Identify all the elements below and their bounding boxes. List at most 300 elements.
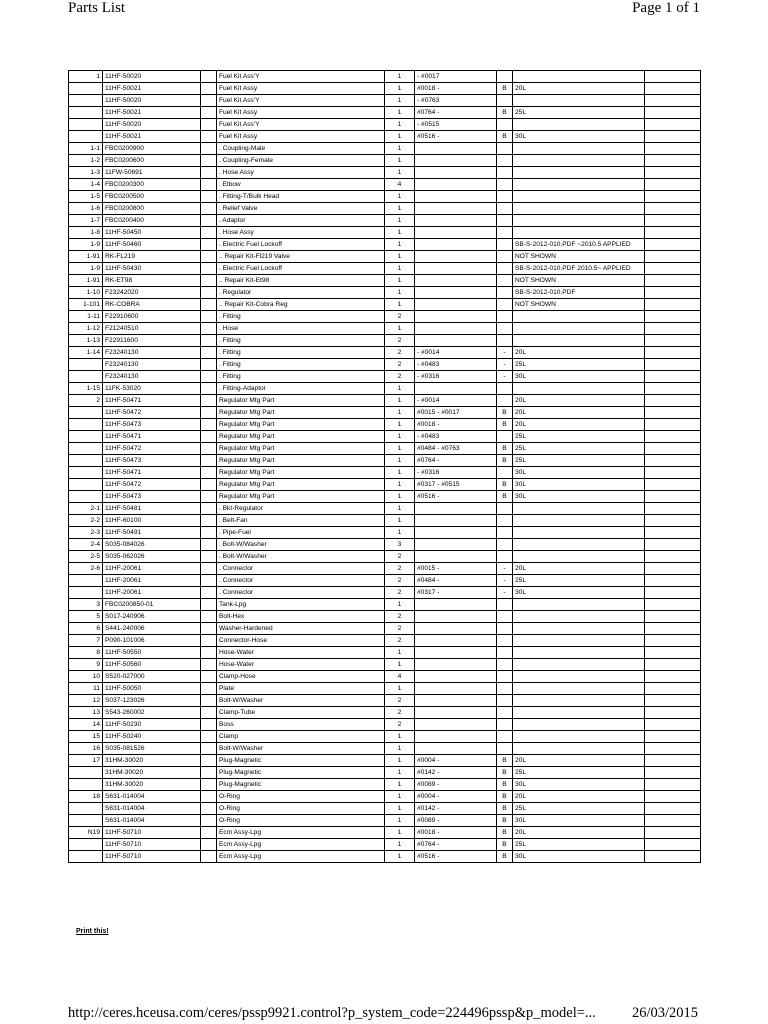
table-cell (497, 599, 513, 611)
table-cell (513, 635, 645, 647)
table-cell (201, 743, 217, 755)
table-cell: 2 (385, 335, 415, 347)
table-cell (513, 683, 645, 695)
table-cell: B (497, 803, 513, 815)
table-cell (513, 671, 645, 683)
table-cell: 1 (385, 263, 415, 275)
table-cell: SB-S-2012-010.PDF (513, 287, 645, 299)
table-cell: 2 (385, 719, 415, 731)
table-cell (497, 515, 513, 527)
table-cell (201, 179, 217, 191)
table-cell: #0764 - (415, 839, 497, 851)
table-cell (645, 851, 701, 863)
table-cell (645, 503, 701, 515)
table-cell (497, 251, 513, 263)
table-row (69, 767, 701, 779)
table-cell (645, 251, 701, 263)
table-cell (497, 431, 513, 443)
table-row (69, 851, 701, 863)
table-cell: 11HF-20061 (103, 575, 201, 587)
table-cell (645, 587, 701, 599)
table-cell: FBC0200600 (103, 155, 201, 167)
table-cell (645, 143, 701, 155)
table-cell (201, 659, 217, 671)
table-cell (201, 215, 217, 227)
table-cell (415, 707, 497, 719)
table-cell (513, 743, 645, 755)
table-cell (497, 263, 513, 275)
table-cell (645, 167, 701, 179)
table-cell (69, 119, 103, 131)
table-cell: 1 (385, 431, 415, 443)
table-cell: - #0014 (415, 347, 497, 359)
table-cell: F22910600 (103, 311, 201, 323)
table-cell: 11HF-50021 (103, 131, 201, 143)
table-cell (497, 215, 513, 227)
table-cell: 11HF-50021 (103, 107, 201, 119)
table-cell: 11HF-50240 (103, 731, 201, 743)
table-row (69, 551, 701, 563)
table-cell (415, 611, 497, 623)
table-cell: B (497, 755, 513, 767)
table-cell (69, 491, 103, 503)
table-cell: 25L (513, 443, 645, 455)
table-cell (201, 227, 217, 239)
table-cell: 1 (385, 251, 415, 263)
table-cell (497, 623, 513, 635)
table-cell: 6 (69, 623, 103, 635)
table-cell: 11HF-50471 (103, 395, 201, 407)
table-cell: Regulator Mtg Part (217, 491, 385, 503)
table-cell (497, 143, 513, 155)
table-cell (201, 851, 217, 863)
table-cell: B (497, 491, 513, 503)
table-cell (513, 155, 645, 167)
print-link[interactable]: Print this! (76, 928, 109, 935)
table-cell: #0142 - (415, 803, 497, 815)
table-cell (645, 179, 701, 191)
table-cell (645, 563, 701, 575)
table-cell: 1-1 (69, 143, 103, 155)
table-cell: 11HF-20061 (103, 587, 201, 599)
table-cell: 11HF-20061 (103, 563, 201, 575)
table-cell (645, 695, 701, 707)
table-cell: 1 (385, 275, 415, 287)
table-cell (415, 239, 497, 251)
table-cell (415, 155, 497, 167)
table-cell: 1-9 (69, 239, 103, 251)
table-cell: 1-11 (69, 311, 103, 323)
table-cell: 1 (385, 395, 415, 407)
table-cell: Clamp-Tube (217, 707, 385, 719)
table-cell: 1-2 (69, 155, 103, 167)
table-cell: 11HF-50471 (103, 467, 201, 479)
table-row (69, 83, 701, 95)
table-cell: 2 (385, 575, 415, 587)
table-cell (645, 539, 701, 551)
table-row (69, 503, 701, 515)
table-cell: 1 (385, 323, 415, 335)
table-cell (201, 407, 217, 419)
table-row (69, 155, 701, 167)
table-cell (645, 107, 701, 119)
page-number: Page 1 of 1 (632, 0, 700, 16)
table-row (69, 167, 701, 179)
table-cell (645, 671, 701, 683)
table-cell: 11HF-50471 (103, 431, 201, 443)
table-cell: . Bolt-W/Washer (217, 551, 385, 563)
table-cell (497, 695, 513, 707)
table-cell (497, 467, 513, 479)
table-row (69, 227, 701, 239)
table-cell: . Pipe-Fuel (217, 527, 385, 539)
table-row (69, 803, 701, 815)
table-cell: 20L (513, 419, 645, 431)
table-cell (201, 191, 217, 203)
table-cell (513, 203, 645, 215)
table-cell (497, 527, 513, 539)
table-cell: S035-084026 (103, 539, 201, 551)
table-cell (201, 611, 217, 623)
table-cell: 2-2 (69, 515, 103, 527)
table-cell: B (497, 827, 513, 839)
table-cell: 1-5 (69, 191, 103, 203)
table-row (69, 815, 701, 827)
table-row (69, 107, 701, 119)
table-cell (645, 635, 701, 647)
table-cell: 31HM-30020 (103, 755, 201, 767)
table-cell (645, 155, 701, 167)
table-cell: 2-3 (69, 527, 103, 539)
table-row (69, 683, 701, 695)
table-cell (497, 647, 513, 659)
table-cell: 25L (513, 431, 645, 443)
table-cell (415, 191, 497, 203)
table-cell: 30L (513, 587, 645, 599)
table-cell: #0516 - (415, 131, 497, 143)
table-cell: 1-15 (69, 383, 103, 395)
table-row (69, 635, 701, 647)
table-cell: 1 (385, 83, 415, 95)
table-cell (497, 683, 513, 695)
table-cell (201, 431, 217, 443)
table-row (69, 131, 701, 143)
table-cell: O-Ring (217, 791, 385, 803)
table-cell: S037-123026 (103, 695, 201, 707)
table-cell (645, 791, 701, 803)
table-cell: RK-FL219 (103, 251, 201, 263)
table-row (69, 479, 701, 491)
table-cell (415, 167, 497, 179)
table-cell: 4 (385, 671, 415, 683)
table-cell (645, 371, 701, 383)
table-cell: Tank-Lpg (217, 599, 385, 611)
table-cell (201, 839, 217, 851)
table-row (69, 215, 701, 227)
table-cell: S631-014004 (103, 815, 201, 827)
table-cell (201, 803, 217, 815)
table-cell: B (497, 443, 513, 455)
table-cell: NOT SHOWN (513, 251, 645, 263)
table-cell: 2 (385, 371, 415, 383)
table-cell (513, 191, 645, 203)
table-cell (645, 287, 701, 299)
table-cell: 1 (385, 767, 415, 779)
table-cell: 1 (385, 95, 415, 107)
table-cell: . Fitting-T/Bulk Head (217, 191, 385, 203)
table-cell (513, 539, 645, 551)
table-cell (497, 299, 513, 311)
table-cell (201, 71, 217, 83)
table-cell: 2 (385, 611, 415, 623)
table-cell (645, 743, 701, 755)
table-cell (201, 419, 217, 431)
table-cell (69, 575, 103, 587)
table-cell (513, 95, 645, 107)
table-cell (645, 731, 701, 743)
table-cell: 8 (69, 647, 103, 659)
table-cell (513, 515, 645, 527)
table-cell: Fuel Kit Ass'Y (217, 119, 385, 131)
table-cell: 1-91 (69, 251, 103, 263)
table-cell: . Fitting (217, 311, 385, 323)
table-cell: - #0316 (415, 371, 497, 383)
table-cell: Bolt-W/Washer (217, 743, 385, 755)
table-cell: . Regulator (217, 287, 385, 299)
table-cell (201, 311, 217, 323)
table-cell: 11HF-50550 (103, 647, 201, 659)
table-cell (645, 407, 701, 419)
table-cell: . Electric Fuel Lockoff (217, 263, 385, 275)
table-cell (69, 407, 103, 419)
table-cell: NOT SHOWN (513, 275, 645, 287)
table-cell (415, 515, 497, 527)
table-cell (645, 707, 701, 719)
table-cell: . Bolt-W/Washer (217, 539, 385, 551)
footer-date: 26/03/2015 (631, 1005, 698, 1021)
table-row (69, 791, 701, 803)
table-cell (415, 647, 497, 659)
table-row (69, 71, 701, 83)
table-cell: 11HF-50020 (103, 95, 201, 107)
table-cell: 1 (385, 683, 415, 695)
table-cell (645, 455, 701, 467)
table-cell (415, 251, 497, 263)
table-row (69, 287, 701, 299)
table-cell: .. Repair Kit-Fl219 Valve (217, 251, 385, 263)
table-cell: Plug-Magnetic (217, 779, 385, 791)
table-cell: 2-5 (69, 551, 103, 563)
table-cell (201, 467, 217, 479)
table-cell: . Fitting (217, 371, 385, 383)
table-cell (415, 275, 497, 287)
table-row (69, 575, 701, 587)
table-cell: 2-6 (69, 563, 103, 575)
table-cell: 1 (385, 455, 415, 467)
table-cell: Plug-Magnetic (217, 767, 385, 779)
table-cell: 11HF-50481 (103, 503, 201, 515)
table-cell: 1 (385, 827, 415, 839)
table-cell (201, 131, 217, 143)
table-cell: NOT SHOWN (513, 299, 645, 311)
table-cell: B (497, 791, 513, 803)
table-cell (497, 167, 513, 179)
table-cell: 2-4 (69, 539, 103, 551)
table-cell: 1-13 (69, 335, 103, 347)
table-cell (513, 599, 645, 611)
table-cell (415, 287, 497, 299)
table-cell (201, 587, 217, 599)
table-cell (497, 311, 513, 323)
table-cell: 11HF-50491 (103, 527, 201, 539)
table-cell: Fuel Kit Ass'Y (217, 71, 385, 83)
table-cell (415, 659, 497, 671)
table-cell (513, 119, 645, 131)
table-cell: 11HF-50430 (103, 263, 201, 275)
table-cell: - #0014 (415, 395, 497, 407)
table-cell (201, 359, 217, 371)
table-row (69, 455, 701, 467)
table-cell: 2 (385, 695, 415, 707)
table-cell: #0317 - #0515 (415, 479, 497, 491)
table-cell (497, 551, 513, 563)
table-cell: . Belt-Fan (217, 515, 385, 527)
table-cell: 7 (69, 635, 103, 647)
table-cell (69, 107, 103, 119)
table-cell (497, 719, 513, 731)
table-cell (645, 515, 701, 527)
table-cell: B (497, 407, 513, 419)
table-cell (645, 599, 701, 611)
table-cell: 1 (385, 239, 415, 251)
table-cell: 1 (385, 491, 415, 503)
table-cell (201, 299, 217, 311)
table-cell: . Fitting (217, 335, 385, 347)
table-cell: 1 (385, 467, 415, 479)
table-cell: 20L (513, 83, 645, 95)
table-cell: - (497, 371, 513, 383)
table-cell: . Hose Assy (217, 167, 385, 179)
table-cell (201, 515, 217, 527)
table-cell (201, 599, 217, 611)
table-row (69, 179, 701, 191)
table-cell: 15 (69, 731, 103, 743)
table-cell (645, 755, 701, 767)
table-cell (415, 695, 497, 707)
table-cell (201, 455, 217, 467)
table-cell: - #0017 (415, 71, 497, 83)
table-cell: Ecm Assy-Lpg (217, 827, 385, 839)
table-row (69, 407, 701, 419)
table-cell: 1 (385, 803, 415, 815)
table-cell: #0764 - (415, 455, 497, 467)
table-cell: 1 (385, 203, 415, 215)
table-cell: 31HM-30020 (103, 779, 201, 791)
table-cell: . Connector (217, 563, 385, 575)
table-row (69, 719, 701, 731)
table-cell: 11HF-50472 (103, 407, 201, 419)
table-cell: 11HF-50460 (103, 239, 201, 251)
table-cell (645, 119, 701, 131)
table-cell: . Coupling-Male (217, 143, 385, 155)
table-cell: 1-6 (69, 203, 103, 215)
table-cell (201, 647, 217, 659)
table-cell: B (497, 767, 513, 779)
table-cell: #0516 - (415, 851, 497, 863)
table-cell: 2 (385, 623, 415, 635)
table-cell (497, 227, 513, 239)
table-row (69, 611, 701, 623)
table-cell: 3 (385, 539, 415, 551)
table-cell: 11HF-50560 (103, 659, 201, 671)
table-cell: . Connector (217, 587, 385, 599)
table-cell (201, 551, 217, 563)
table-cell: Regulator Mtg Part (217, 467, 385, 479)
table-cell: 1 (385, 599, 415, 611)
table-row (69, 119, 701, 131)
table-cell (201, 335, 217, 347)
table-cell: 11HF-50710 (103, 827, 201, 839)
table-cell: . Bkt-Regulator (217, 503, 385, 515)
table-cell (415, 719, 497, 731)
table-row (69, 659, 701, 671)
table-row (69, 359, 701, 371)
table-cell: Fuel Kit Assy (217, 131, 385, 143)
table-cell (69, 359, 103, 371)
table-cell (497, 635, 513, 647)
table-cell: Plug-Magnetic (217, 755, 385, 767)
table-cell: 1 (385, 419, 415, 431)
table-cell (69, 95, 103, 107)
table-cell (645, 395, 701, 407)
table-cell: B (497, 107, 513, 119)
table-cell (645, 659, 701, 671)
table-cell: Bolt-Hex (217, 611, 385, 623)
table-cell: 1 (385, 815, 415, 827)
table-cell (645, 383, 701, 395)
table-cell: 1 (385, 215, 415, 227)
table-row (69, 755, 701, 767)
table-cell (513, 527, 645, 539)
table-cell: 11 (69, 683, 103, 695)
table-cell (201, 815, 217, 827)
table-cell (513, 215, 645, 227)
table-cell: 1 (385, 167, 415, 179)
table-cell: 25L (513, 455, 645, 467)
table-cell: 1 (385, 659, 415, 671)
table-cell: 10 (69, 671, 103, 683)
table-cell (201, 323, 217, 335)
table-cell: S017-240906 (103, 611, 201, 623)
table-cell (69, 767, 103, 779)
table-row (69, 347, 701, 359)
table-cell: - (497, 575, 513, 587)
table-cell: S631-014004 (103, 791, 201, 803)
table-cell: - (497, 563, 513, 575)
table-cell (497, 179, 513, 191)
table-cell: 11HF-50472 (103, 479, 201, 491)
table-row (69, 539, 701, 551)
table-cell: 11HF-50021 (103, 83, 201, 95)
table-cell: N19 (69, 827, 103, 839)
table-cell: #0004 - (415, 791, 497, 803)
table-cell (645, 611, 701, 623)
table-cell (645, 131, 701, 143)
table-cell (497, 95, 513, 107)
table-cell (415, 203, 497, 215)
table-cell: 1-3 (69, 167, 103, 179)
table-cell: Boss (217, 719, 385, 731)
